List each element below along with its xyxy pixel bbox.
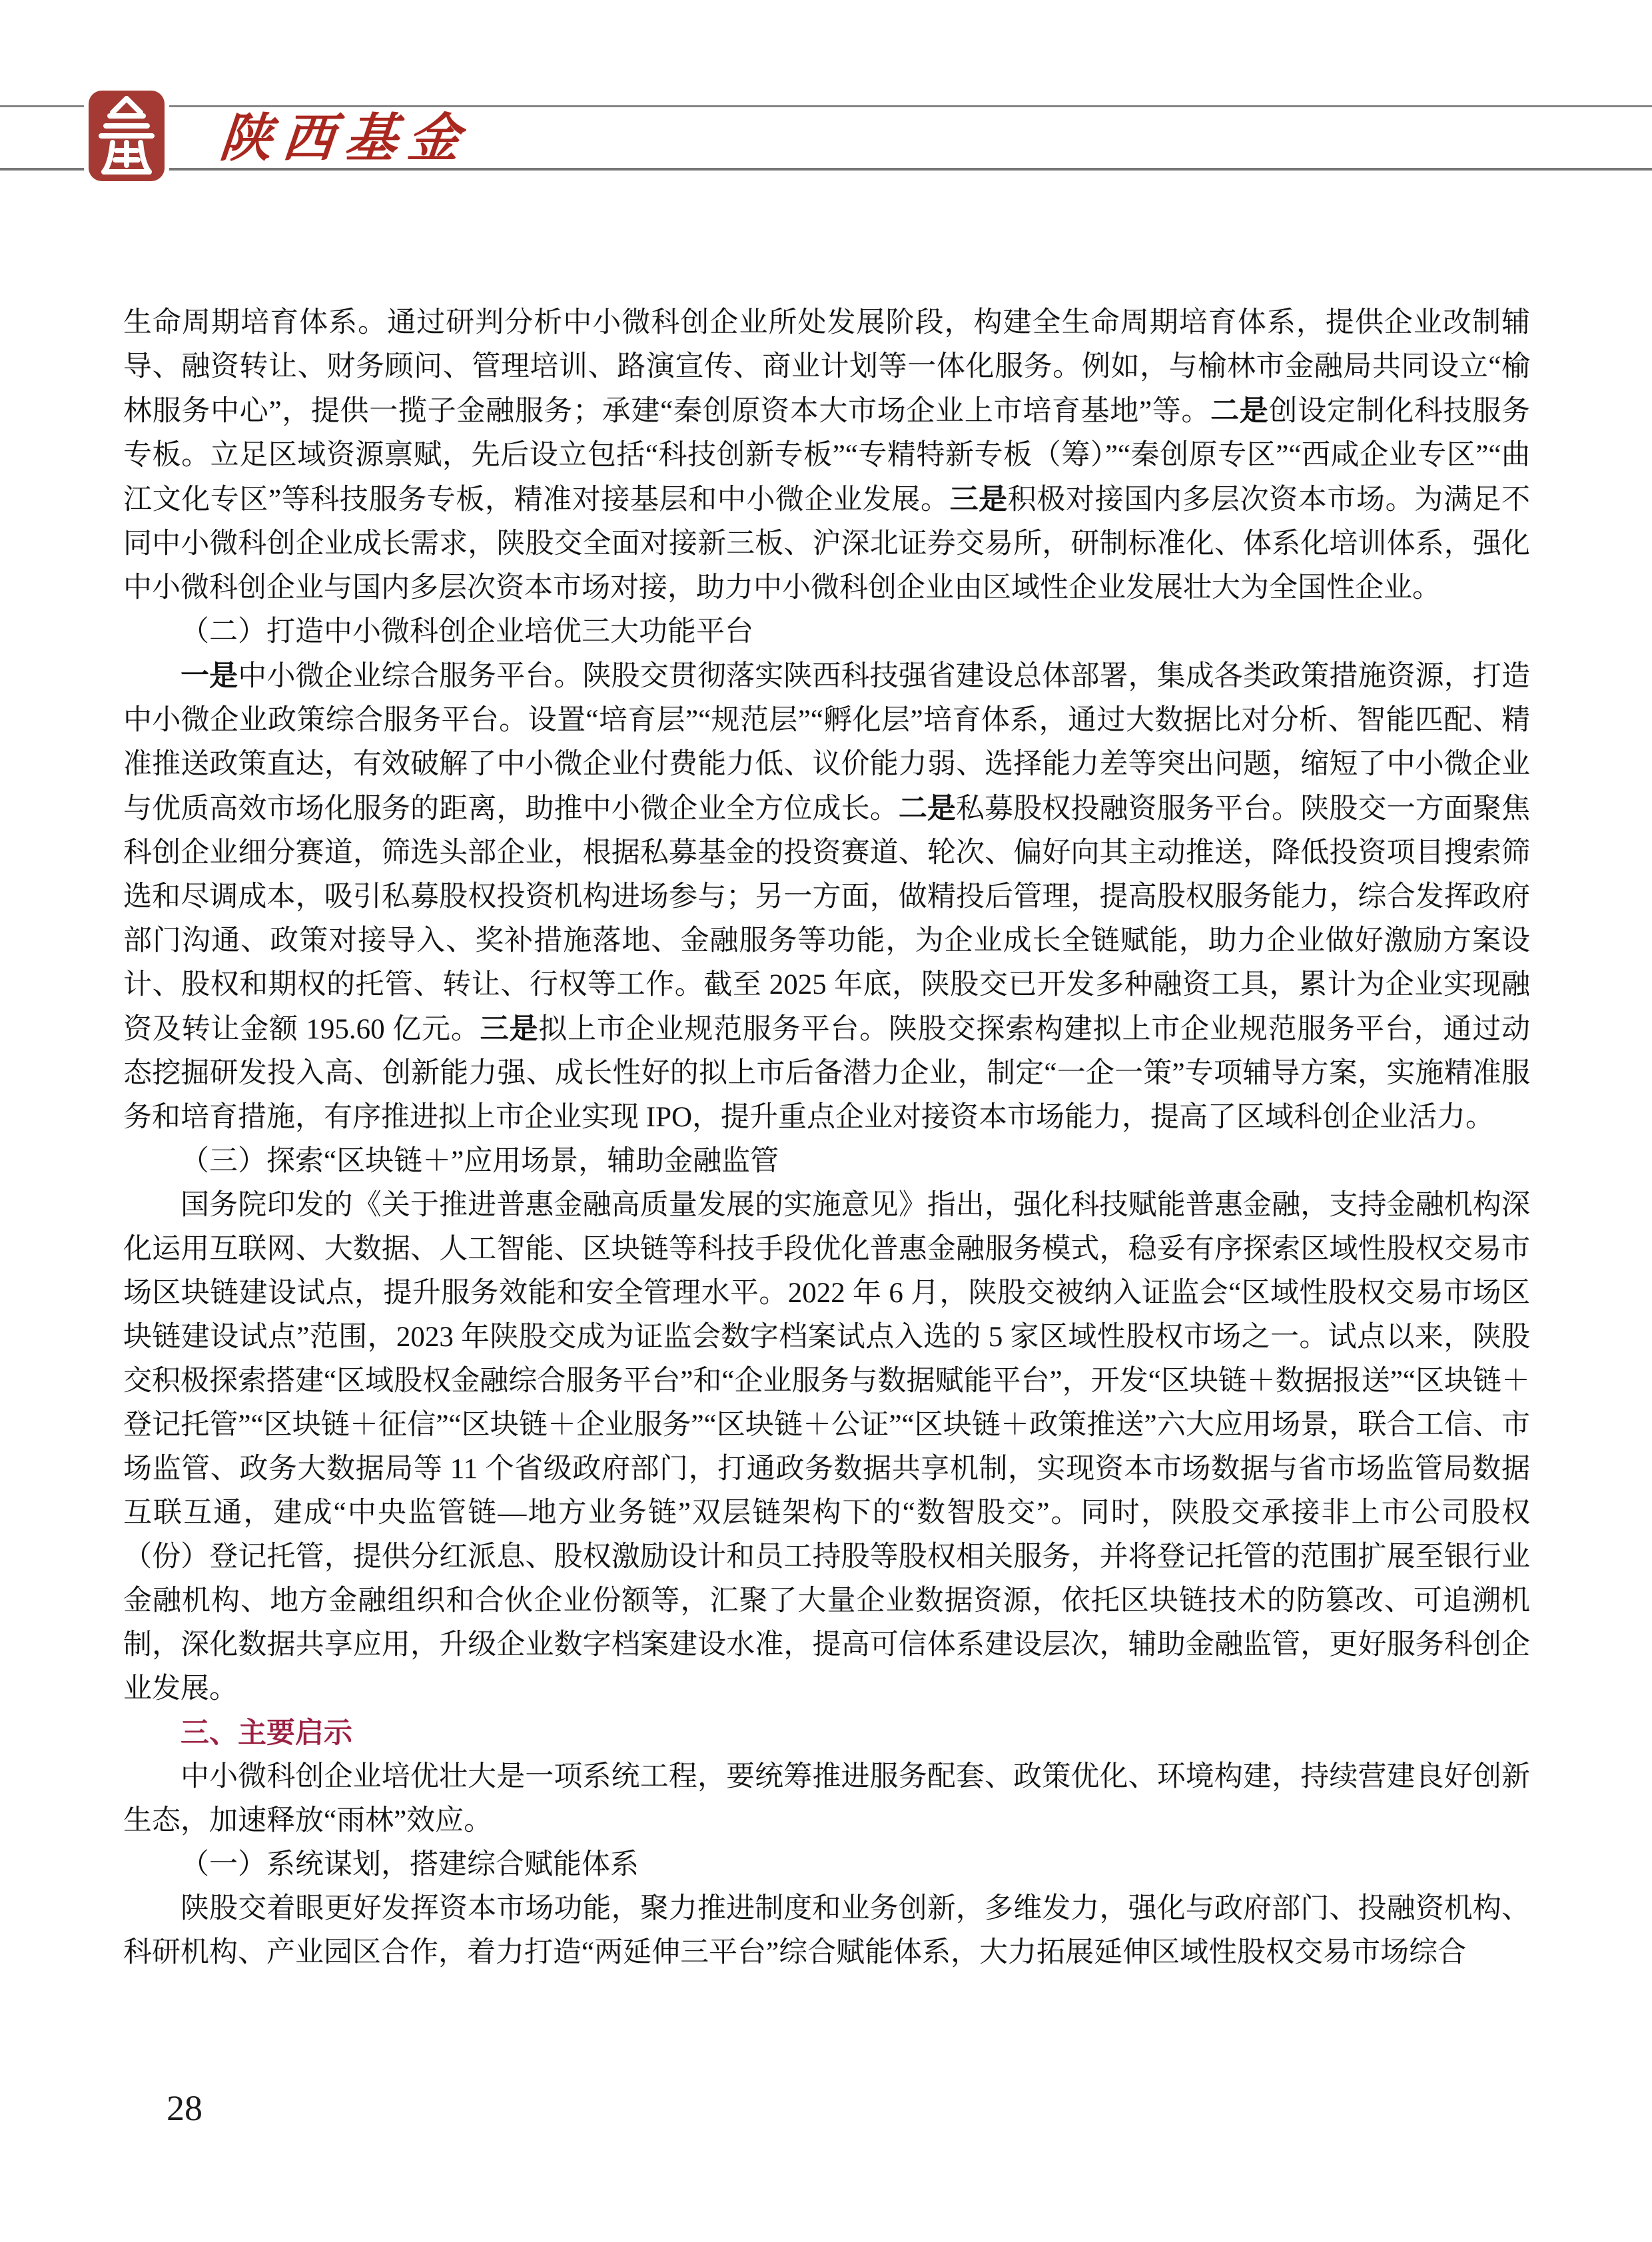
paragraph	[123, 1140, 1530, 1184]
bold-ordinal-marker: 三是	[949, 484, 1008, 516]
masthead-title: 陕西基金	[217, 109, 473, 167]
bold-ordinal-marker: 二是	[898, 793, 957, 825]
text-run: 创设定制化科技服务专板。立足区域资源禀赋，先后设立包括“科技创新专板”“专精特新专板（筹）”“秦创原专区”“西咸企业专区”“曲江文化专区”等科技服务专板，精准对接基层和中小微企业发展。	[123, 396, 1531, 516]
paragraph	[123, 1843, 1530, 1887]
text-run: 生命周期培育体系。通过研判分析中小微科创企业所处发展阶段，构建全生命周期培育体系，提供企业改制辅导、融资转让、财务顾问、管理培训、路演宣传、商业计划等一体化服务。例如，与榆林市金融局共同设立“榆林服务中心”，提供一揽子金融服务；承建“秦创原资本大市场企业上市培育基地”等。	[123, 307, 1530, 427]
text-run: 私募股权投融资服务平台。陕股交一方面聚焦科创企业细分赛道，筛选头部企业，根据私募基金的投资赛道、轮次、偏好向其主动推送，降低投资项目搜索筛选和尽调成本，吸引私募股权投资机构进场参与；另一方面，做精投后管理，提高股权服务能力，综合发挥政府部门沟通、政策对接导入、奖补措施落地、金融服务等功能，为企业成长全链赋能，助力企业做好激励方案设计、股权和期权的托管、转让、行权等工作。截至 2025 年底，陕股交已开发多种融资工具，累计为企业实现融资及转让金额 195.60 亿元。	[123, 793, 1531, 1045]
text-run: 中小微科创企业培优壮大是一项系统工程，要统筹推进服务配套、政策优化、环境构建，持续营建良好创新生态，加速释放“雨林”效应。	[123, 1761, 1530, 1836]
bold-ordinal-marker: 一是	[181, 660, 238, 692]
paragraph	[123, 301, 1530, 610]
shaanxi-fund-logo	[89, 91, 165, 181]
text-run: （二）打造中小微科创企业培优三大功能平台	[181, 616, 753, 647]
paragraph	[123, 1184, 1530, 1711]
text-run: 中小微企业综合服务平台。陕股交贯彻落实陕西科技强省建设总体部署，集成各类政策措施资源，打造中小微企业政策综合服务平台。设置“培育层”“规范层”“孵化层”培育体系，通过大数据比对分析、智能匹配、精准推送政策直达，有效破解了中小微企业付费能力低、议价能力弱、选择能力差等突出问题，缩短了中小微企业与优质高效市场化服务的距离，助推中小微企业全方位成长。	[123, 661, 1531, 825]
paragraph	[123, 1755, 1530, 1843]
section-heading	[123, 1711, 1530, 1755]
page-number: 28	[167, 2088, 203, 2128]
text-run: 三、主要启示	[181, 1717, 352, 1749]
bold-ordinal-marker: 二是	[1210, 395, 1269, 427]
paragraph	[123, 610, 1530, 654]
text-run: 拟上市企业规范服务平台。陕股交探索构建拟上市企业规范服务平台，通过动态挖掘研发投入高、创新能力强、成长性好的拟上市后备潜力企业，制定“一企一策”专项辅导方案，实施精准服务和培育措施，有序推进拟上市企业实现 IPO，提升重点企业对接资本市场能力，提高了区域科创企业活力。	[123, 1014, 1531, 1133]
paragraph	[123, 654, 1530, 1140]
text-run: 积极对接国内多层次资本市场。为满足不同中小微科创企业成长需求，陕股交全面对接新三板、沪深北证券交易所，研制标准化、体系化培训体系，强化中小微科创企业与国内多层次资本市场对接，助力中小微科创企业由区域性企业发展壮大为全国性企业。	[123, 484, 1531, 603]
bold-ordinal-marker: 三是	[480, 1013, 539, 1045]
article-body	[123, 301, 1530, 1975]
pagoda-seal-icon	[89, 91, 165, 181]
paragraph	[123, 1887, 1530, 1975]
text-run: 陕股交着眼更好发挥资本市场功能，聚力推进制度和业务创新，多维发力，强化与政府部门、投融资机构、科研机构、产业园区合作，着力打造“两延伸三平台”综合赋能体系，大力拓展延伸区域性股权交易市场综合	[123, 1893, 1530, 1968]
text-run: 国务院印发的《关于推进普惠金融高质量发展的实施意见》指出，强化科技赋能普惠金融，支持金融机构深化运用互联网、大数据、人工智能、区块链等科技手段优化普惠金融服务模式，稳妥有序探索区域性股权交易市场区块链建设试点，提升服务效能和安全管理水平。2022 年 6 月，陕股交被纳入证监会“区域性股权交易市场区块链建设试点”范围，2023 年陕股交成为证监会数字档案试点入选的 5 家区域性股权市场之一。试点以来，陕股交积极探索搭建“区域股权金融综合服务平台”和“企业服务与数据赋能平台”，开发“区块链＋数据报送”“区块链＋登记托管”“区块链＋征信”“区块链＋企业服务”“区块链＋公证”“区块链＋政策推送”六大应用场景，联合工信、市场监管、政务大数据局等 11 个省级政府部门，打通政务数据共享机制，实现资本市场数据与省市场监管局数据互联互通，建成“中央监管链—地方业务链”双层链架构下的“数智股交”。同时，陕股交承接非上市公司股权（份）登记托管，提供分红派息、股权激励设计和员工持股等股权相关服务，并将登记托管的范围扩展至银行业金融机构、地方金融组织和合伙企业份额等，汇聚了大量企业数据资源，依托区块链技术的防篡改、可追溯机制，深化数据共享应用，升级企业数字档案建设水准，提高可信体系建设层次，辅助金融监管，更好服务科创企业发展。	[123, 1190, 1530, 1704]
text-run: （三）探索“区块链＋”应用场景，辅助金融监管	[181, 1146, 779, 1177]
text-run: （一）系统谋划，搭建综合赋能体系	[181, 1849, 639, 1880]
